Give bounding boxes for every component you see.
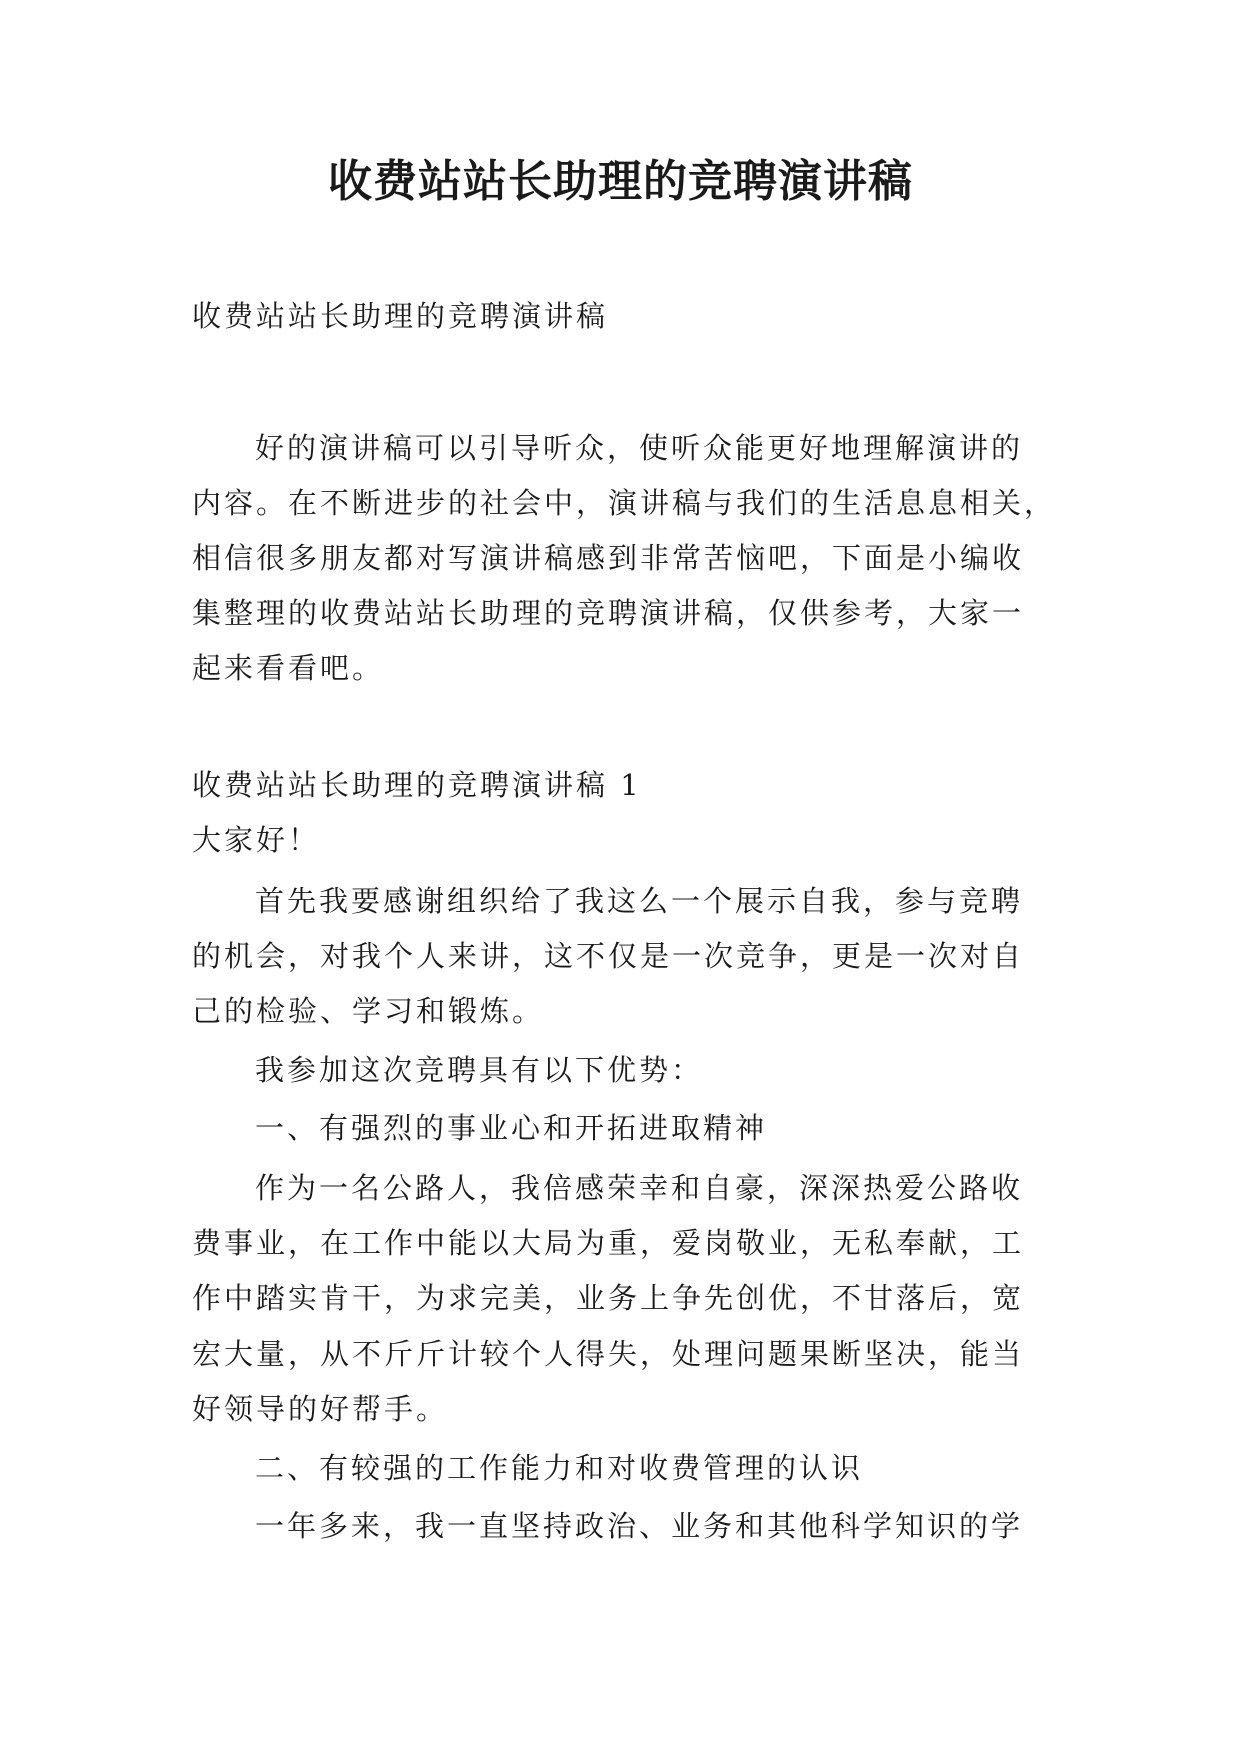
paragraph-line: 集整理的收费站站长助理的竞聘演讲稿，仅供参考，大家一: [192, 596, 1025, 630]
subtitle-line: 收费站站长助理的竞聘演讲稿: [192, 299, 609, 333]
paragraph-line: 相信很多朋友都对写演讲稿感到非常苦恼吧，下面是小编收: [192, 541, 1025, 575]
paragraph-line: 宏大量，从不斤斤计较个人得失，处理问题果断坚决，能当: [192, 1337, 1025, 1371]
paragraph-line: 作中踏实肯干，为求完美，业务上争先创优，不甘落后，宽: [192, 1281, 1025, 1315]
paragraph-line: 己的检验、学习和锻炼。: [192, 994, 545, 1028]
document-title: 收费站站长助理的竞聘演讲稿: [328, 156, 913, 207]
paragraph-line: 起来看看吧。: [192, 651, 385, 685]
list-heading: 二、有较强的工作能力和对收费管理的认识: [255, 1451, 864, 1485]
paragraph-line: 内容。在不断进步的社会中，演讲稿与我们的生活息息相关，: [192, 486, 1057, 520]
paragraph-line: 的机会，对我个人来讲，这不仅是一次竞争，更是一次对自: [192, 939, 1025, 973]
paragraph-line: 一年多来，我一直坚持政治、业务和其他科学知识的学: [255, 1509, 1024, 1543]
paragraph-line: 我参加这次竞聘具有以下优势：: [255, 1053, 704, 1087]
greeting-line: 大家好！: [192, 823, 321, 857]
paragraph-line: 首先我要感谢组织给了我这么一个展示自我，参与竞聘: [255, 884, 1024, 918]
paragraph-line: 好领导的好帮手。: [192, 1392, 449, 1426]
paragraph-line: 好的演讲稿可以引导听众，使听众能更好地理解演讲的: [255, 431, 1024, 465]
paragraph-line: 作为一名公路人，我倍感荣幸和自豪，深深热爱公路收: [255, 1171, 1024, 1205]
list-heading: 一、有强烈的事业心和开拓进取精神: [255, 1111, 768, 1145]
section-heading: 收费站站长助理的竞聘演讲稿 1: [192, 768, 642, 802]
paragraph-line: 费事业，在工作中能以大局为重，爱岗敬业，无私奉献，工: [192, 1226, 1025, 1260]
